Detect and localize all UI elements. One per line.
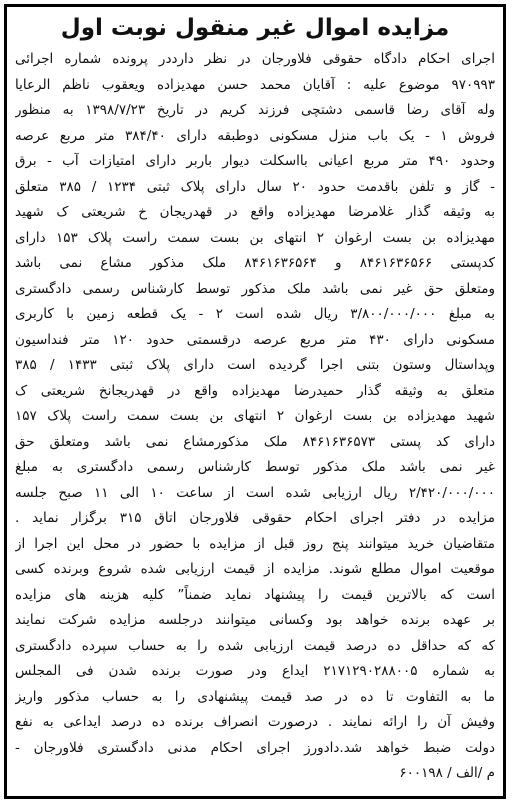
notice-line: - گاز و تلفن باقدمت حدود ۲۰ سال دارای پلاک ثبتی ۱۲۳۴ / ۳۸۵ متعلق [15,178,495,195]
notice-line: ما به التفاوت تا ده در صد قیمت پیشنهادی را به حساب مذکور واریز [15,688,495,705]
notice-line: به شماره ۲۱۷۱۲۹۰۲۸۸۰۰۵ ایداع ودر صورت برنده شدن فی المجلس [15,663,495,679]
notice-line: که که حداقل ده درصد قیمت ارزیابی شده را به حساب سپرده دادگستری [15,637,495,654]
notice-line: وفیش آن را ارائه نمایند . درصورت انصراف برنده ده درصد ایداعی به نفع [15,714,495,730]
notice-line: وحدود ۴۹۰ متر مربع اعیانی بااسکلت دیوار باربر دارای امتیازات آب - برق [15,153,495,169]
notice-line: مسکونی دارای ۴۳۰ متر مربع عرصه درقسمتی حدود ۱۲۰ متر فنداسیون [15,331,495,348]
notice-line: ومتعلق حق غیر نمی باشد ملک مذکور توسط کارشناس رسمی دادگستری [15,280,495,297]
notice-line: به مبلغ ۳/۸۰۰/۰۰۰/۰۰۰ ریال شده است ۲ - یک قطعه زمین با کاربری [15,306,495,322]
notice-line: متعلق به وثیقه گذار حمیدرضا مهدیزاده واقع در قهدریجانخ شریعتی ک [15,382,495,399]
notice-line: متقاضیان خرید میتوانند پنج روز قبل از مزایده با حضور در محل این اجرا از [15,535,495,552]
notice-line: وپداستال وستون بتنی اجرا گردیده است دارای پلاک ثبتی ۱۴۳۳ / ۳۸۵ [15,357,495,373]
notice-body [15,47,495,787]
auction-notice [4,4,506,799]
notice-title: مزایده اموال غیر منقول نوبت اول [60,15,450,41]
notice-line: وله آقای رضا قاسمی دشتچی فرزند کریم در تاریخ ۱۳۹۸/۷/۲۳ به منظور [15,102,495,118]
notice-line: کدپستی ۸۴۶۱۶۳۶۵۶۶ و ۸۴۶۱۶۳۶۵۶۴ ملک مذکور مشاع نمی باشد [15,255,495,271]
notice-line: مزایده در دفتر اجرای احکام حقوقی فلاورجان اتاق ۳۱۵ برگزار نماید . [15,510,495,526]
notice-line: شهید مهدیزاده بن بست ارغوان ۲ انتهای بن بست سمت راست پلاک ۱۵۷ [15,408,495,424]
notice-line: به وثیقه گذار غلامرضا مهدیزاده واقع در قهدریجان خ شریعتی ک شهید [15,204,495,220]
notice-line: ۹۷۰۹۹۳ موضوع علیه : آقایان محمد حسن مهدیزاده ویعقوب ناظم الرعایا [15,76,495,93]
notice-reference-number: م /الف / ۶۰۰۱۹۸ [399,765,495,781]
notice-line: دارای کد پستی ۸۴۶۱۶۳۶۵۷۳ ملک مذکورمشاع نمی باشد ومتعلق حق [15,433,495,450]
notice-line: موقعیت اموال مطلع شوند. مزایده از قیمت ارزیابی شده شروع وبرنده کسی [15,561,495,577]
notice-line: مهدیزاده بن بست ارغوان ۲ انتهای بن بست سمت راست پلاک ۱۵۳ دارای [15,229,495,246]
notice-line: اجرای احکام دادگاه حقوقی فلاورجان در نظر دارددر پرونده شماره اجرائی [15,51,495,67]
notice-line: فروش ۱ - یک باب منزل مسکونی دوطبقه دارای ۳۸۴/۴۰ متر مربع عرصه [15,127,495,144]
notice-line: دولت ضبط خواهد شد.دادورز اجرای احکام مدنی دادگستری فلاورجان - [15,739,495,756]
notice-line: ۲/۴۲۰/۰۰۰/۰۰۰ ریال ارزیابی شده است از ساعت ۱۰ الی ۱۱ صبح جلسه [15,484,495,501]
notice-line: بر عهده برنده خواهد بود وکسانی میتوانند درجلسه مزایده شرکت نمایند [15,612,495,628]
notice-line: غیر نمی باشد ملک مذکور توسط کارشناس رسمی دادگستری به مبلغ [15,459,495,475]
notice-line: است که بالاترین قیمت را پیشنهاد نماید ضمناً” کلیه هزینه های مزایده [15,586,495,603]
